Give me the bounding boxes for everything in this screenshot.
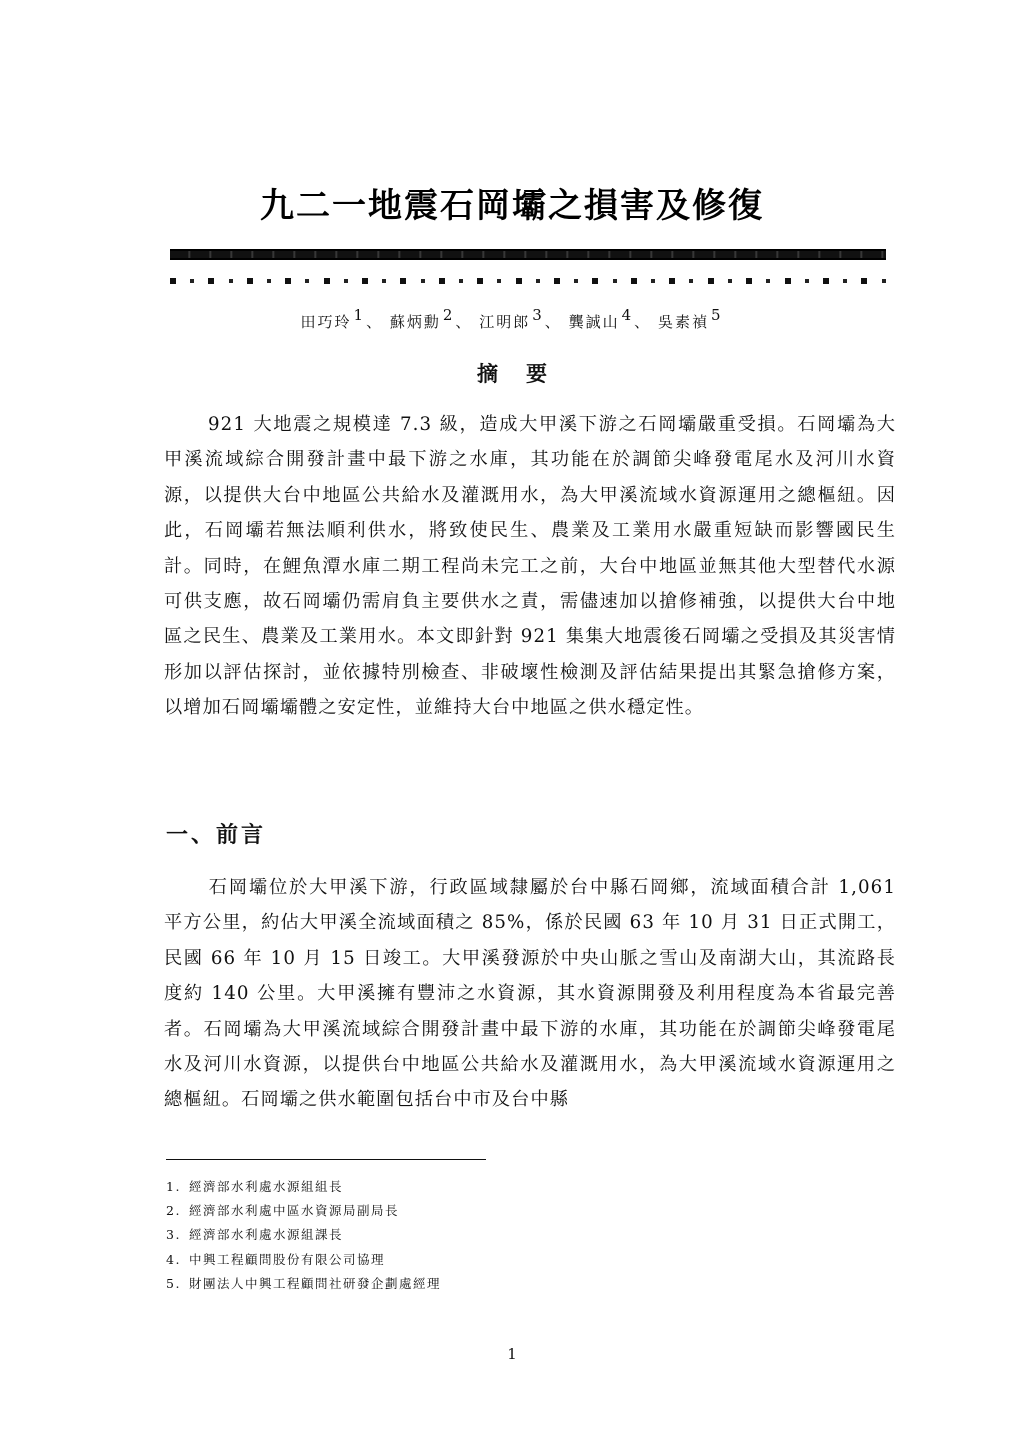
introduction-body [164,870,896,1118]
author-name: 蘇炳勳 [389,313,441,331]
footnote-item [166,1272,441,1296]
author-affiliation-mark: 4 [621,306,632,324]
footnote-list [166,1175,441,1296]
footnote-text: 中興工程顧問股份有限公司協理 [188,1251,385,1267]
title-underline-bar [170,249,886,260]
abstract-text: 921 大地震之規模達 7.3 級，造成大甲溪下游之石岡壩嚴重受損。石岡壩為大甲溪流域綜合開發計畫中最下游之水庫，其功能在於調節尖峰發電尾水及河川水資源，以提供大台中地區公共給水及灌溉用水，為大甲溪流域水資源運用之總樞紐。因此，石岡壩若無法順利供水，將致使民生、農業及工業用水嚴重短缺而影響國民生計。同時，在鯉魚潭水庫二期工程尚未完工之前，大台中地區並無其他大型替代水源可供支應，故石岡壩仍需肩負主要供水之責，需儘速加以搶修補強，以提供大台中地區之民生、農業及工業用水。本文即針對 921 集集大地震後石岡壩之受損及其災害情形加以評估探討，並依據特別檢查、非破壞性檢測及評估結果提出其緊急搶修方案，以增加石岡壩壩體之安定性，並維持大台中地區之供水穩定性。 [164,414,896,719]
author-separator: 、 [544,313,562,331]
footnote-number: 1. [166,1179,181,1194]
footnote-number: 2. [166,1203,181,1219]
footnote-item [166,1199,441,1223]
footnote-text: 經濟部水利處水源組課長 [188,1227,343,1243]
title-dotted-line [170,277,886,285]
footnote-number: 4. [166,1251,181,1267]
footnote-text: 經濟部水利處水源組組長 [188,1179,343,1194]
introduction-text: 石岡壩位於大甲溪下游，行政區域隸屬於台中縣石岡鄉，流域面積合計 1,061 平方公里，約佔大甲溪全流域面積之 85%，係於民國 63 年 10 月 31 日正式開工，民國 66 年 10 月 15 日竣工。大甲溪發源於中央山脈之雪山及南湖大山，其流路長度約 140 公里。大甲溪擁有豐沛之水資源，其水資源開發及利用程度為本省最完善者。石岡壩為大甲溪流域綜合開發計畫中最下游的水庫，其功能在於調節尖峰發電尾水及河川水資源，以提供台中地區公共給水及灌溉用水，為大甲溪流域水資源運用之總樞紐。石岡壩之供水範圍包括台中市及台中縣 [164,877,896,1111]
author-affiliation-mark: 1 [353,306,364,324]
author-affiliation-mark: 2 [442,306,453,324]
footnote-divider [166,1159,486,1160]
footnote-item [166,1223,441,1247]
author-name: 江明郎 [479,313,531,331]
author-name: 田巧玲 [300,313,352,331]
author-name: 龔誠山 [568,313,620,331]
footnote-item [166,1248,441,1272]
footnote-number: 5. [166,1275,181,1291]
author-affiliation-mark: 3 [532,306,542,324]
section-heading-introduction: 一、前言 [166,823,267,848]
author-list [0,306,1024,332]
paper-title: 九二一地震石岡壩之損害及修復 [260,186,764,226]
author-separator: 、 [366,313,384,331]
author-separator: 、 [634,313,652,331]
abstract-body [164,407,896,726]
author-separator: 、 [455,313,473,331]
author-name: 吳素禎 [657,313,709,331]
author-affiliation-mark: 5 [710,306,721,324]
page-number: 1 [507,1345,517,1363]
footnote-number: 3. [166,1227,181,1243]
footnote-text: 經濟部水利處中區水資源局副局長 [188,1203,399,1219]
footnote-text: 財團法人中興工程顧問社研發企劃處經理 [188,1275,441,1291]
abstract-heading: 摘要 [477,362,575,386]
footnote-item [166,1175,441,1199]
